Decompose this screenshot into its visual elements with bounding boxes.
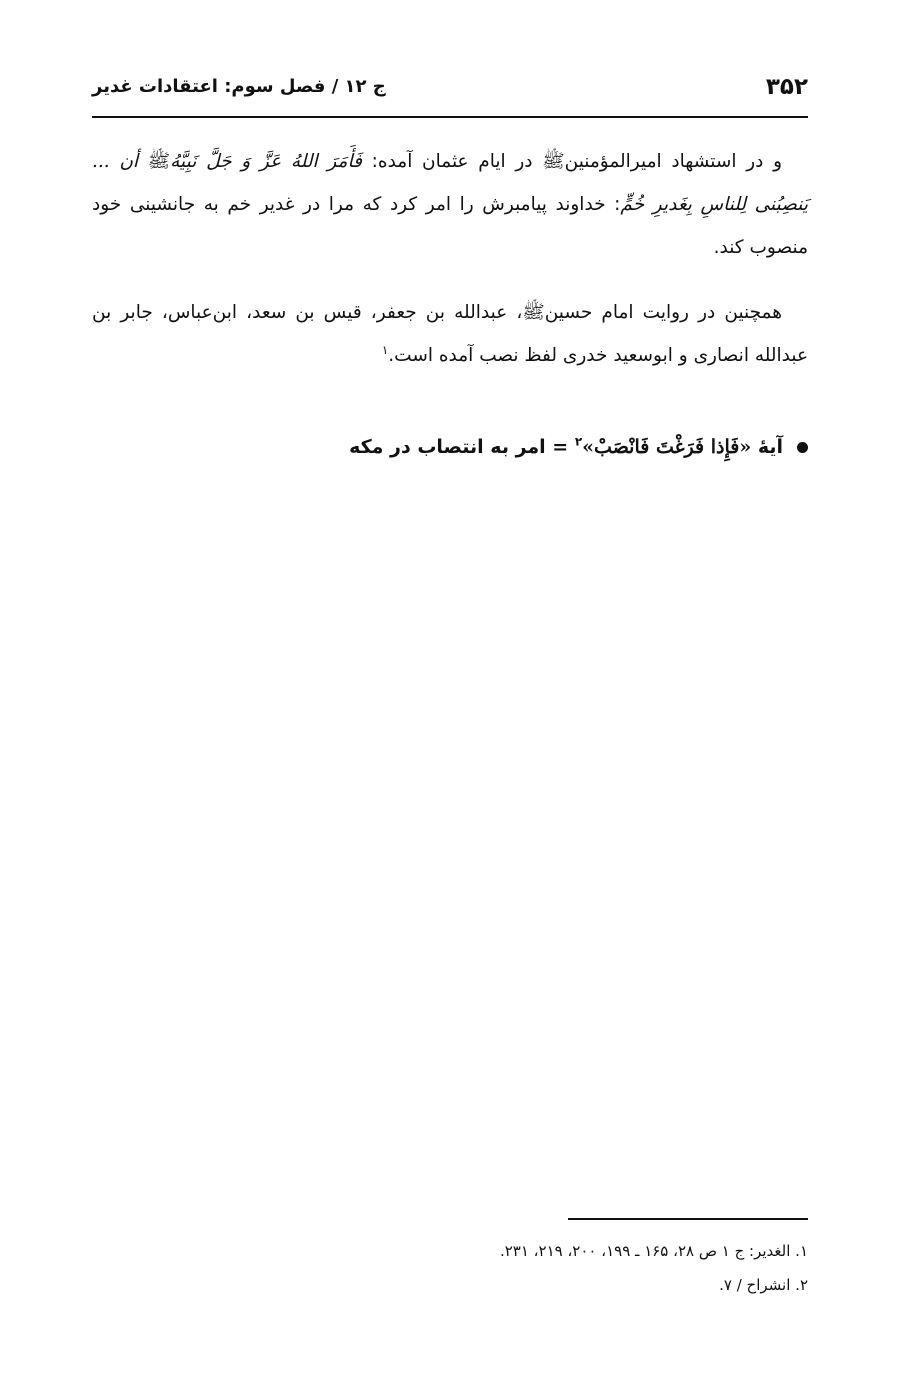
honorific-mark: ﷺ	[522, 302, 545, 323]
footnotes	[92, 1234, 808, 1302]
header-rule	[92, 116, 808, 118]
paragraph-1-translation: : خداوند پیامبرش را امر کرد که مرا در غدیر خم به جانشینی خود منصوب کند.	[92, 194, 808, 258]
paragraph-2-intro: همچنین در روایت امام حسین	[544, 302, 783, 323]
footnote-rule	[568, 1218, 808, 1220]
section-heading	[349, 436, 808, 458]
page-number: ۳۵۲	[765, 74, 808, 100]
footnote-ref-1[interactable]: ۱	[381, 342, 389, 357]
honorific-mark: ﷺ	[542, 151, 565, 172]
paragraph-1	[92, 140, 808, 269]
footnote-ref-2[interactable]: ۲	[574, 434, 583, 449]
paragraph-2	[92, 291, 808, 377]
body-text	[92, 140, 808, 399]
paragraph-2-text: ، عبدالله بن جعفر، قیس بن سعد، ابن‌عباس، جابر بن عبدالله انصاری و ابوسعید خدری لفظ نصب آمده است.	[92, 302, 808, 366]
footnote-1: ۱. الغدیر: ج ۱ ص ۲۸، ۱۶۵ ـ ۱۹۹، ۲۰۰، ۲۱۹، ۲۳۱.	[499, 1242, 808, 1260]
arabic-quote: فَأَمَرَ اللهُ عَزَّ وَ جَلَّ نَبِیَّهُ	[170, 151, 362, 172]
footnote-2: ۲. انشراح / ۷.	[719, 1276, 808, 1294]
bullet-icon	[797, 442, 808, 453]
heading-suffix: = امر به انتصاب در مکه	[349, 436, 575, 458]
paragraph-1-middle: در ایام عثمان آمده:	[361, 151, 543, 172]
arabic-quote-end: أن ... یَنصِبُنی لِلناسِ بِغَدیرِ خُمٍّ	[92, 151, 808, 215]
paragraph-1-intro: و در استشهاد امیرالمؤمنین	[564, 151, 782, 172]
heading-prefix: آیهٔ	[751, 436, 783, 458]
honorific-mark: ﷺ	[147, 151, 171, 172]
page-header	[92, 72, 808, 116]
running-head: ج ۱۲ / فصل سوم: اعتقادات غدیر	[92, 76, 386, 97]
heading-verse: «فَإِذا فَرَغْتَ فَانْصَبْ»	[582, 436, 752, 458]
